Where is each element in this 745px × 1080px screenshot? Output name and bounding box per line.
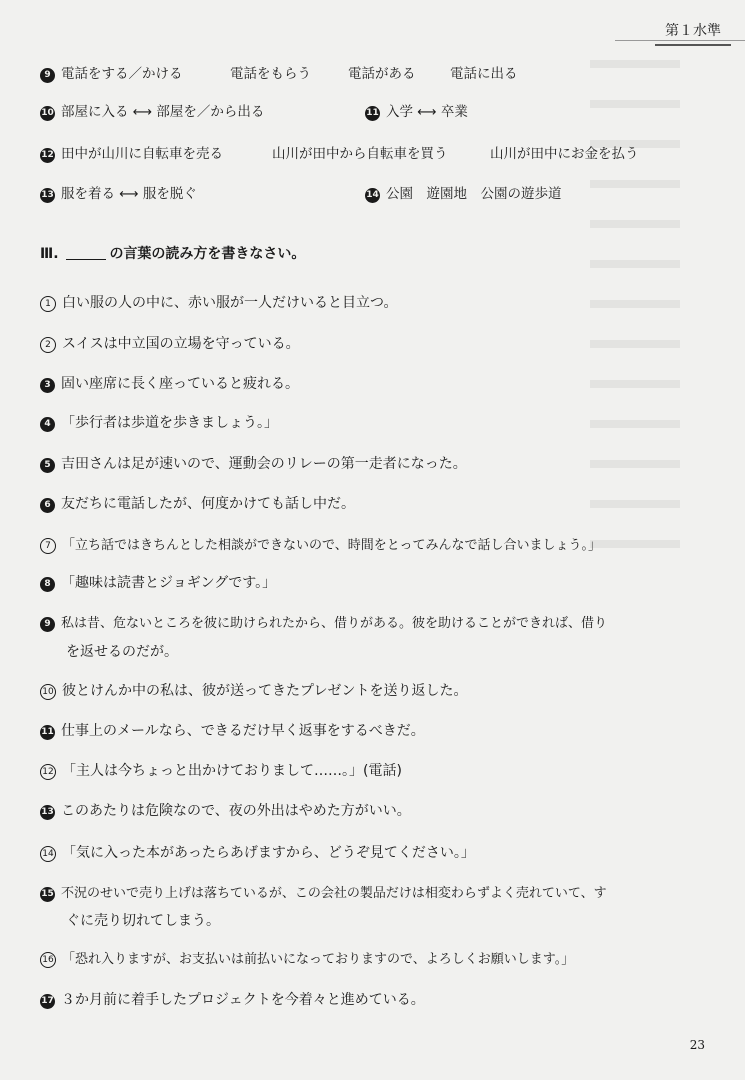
number-badge: 1	[40, 296, 56, 312]
question-text: 「趣味は読書とジョギングです。」	[61, 575, 277, 591]
vocab-item	[40, 100, 264, 121]
vocab-item	[348, 62, 416, 82]
number-badge: 10	[40, 684, 56, 700]
vocab-text: 服を着る ⟷ 服を脱ぐ	[61, 186, 197, 202]
question-text: 吉田さんは足が速いので、運動会のリレーの第一走者になった。	[61, 456, 467, 472]
vocab-item	[40, 182, 197, 203]
question-item	[40, 373, 299, 393]
vocab-item	[450, 62, 518, 82]
vocab-text: 電話がある	[348, 66, 416, 82]
question-text: 固い座席に長く座っていると疲れる。	[61, 376, 299, 392]
question-item	[40, 572, 276, 592]
number-badge: 10	[40, 106, 55, 121]
vocab-text: 田中が山川に自転車を売る	[61, 146, 223, 162]
question-text: 「気に入った本があったらあげますから、どうぞ見てください。」	[62, 845, 475, 861]
header-rule	[615, 40, 745, 41]
number-badge: 9	[40, 68, 55, 83]
question-item	[40, 989, 425, 1009]
vocab-item	[40, 142, 223, 163]
question-item	[40, 882, 607, 902]
question-item	[40, 800, 411, 820]
question-item	[40, 333, 300, 353]
question-item	[40, 292, 397, 312]
vocab-item	[490, 142, 639, 162]
question-text: 「主人は今ちょっと出かけておりまして……。」(電話)	[62, 763, 402, 779]
number-badge: 17	[40, 994, 55, 1009]
question-text: 仕事上のメールなら、できるだけ早く返事をするべきだ。	[61, 723, 425, 739]
level-tab: 第１水準	[655, 18, 731, 46]
question-text: 私は昔、危ないところを彼に助けられたから、借りがある。彼を助けることができれば、借り	[61, 616, 608, 631]
section-heading	[40, 243, 305, 263]
question-item	[40, 948, 574, 968]
number-badge: 2	[40, 337, 56, 353]
section-number: Ⅲ.	[40, 246, 59, 262]
vocab-item	[40, 62, 183, 83]
underline-blank	[66, 259, 106, 260]
number-badge: 5	[40, 458, 55, 473]
question-text: 友だちに電話したが、何度かけても話し中だ。	[61, 496, 355, 512]
number-badge: 14	[40, 846, 56, 862]
question-text: 「立ち話ではきちんとした相談ができないので、時間をとってみんなで話し合いましょう。」	[62, 538, 601, 553]
question-item	[40, 412, 278, 432]
question-continuation: を返せるのだが。	[66, 644, 178, 660]
number-badge: 11	[365, 106, 380, 121]
number-badge: 3	[40, 378, 55, 393]
question-text: 彼とけんか中の私は、彼が送ってきたプレゼントを送り返した。	[62, 683, 468, 699]
question-continuation: ぐに売り切れてしまう。	[66, 913, 220, 929]
vocab-text: 電話をする／かける	[61, 66, 183, 82]
number-badge: 13	[40, 188, 55, 203]
question-text: スイスは中立国の立場を守っている。	[62, 336, 300, 352]
question-item	[40, 760, 402, 780]
question-item	[40, 842, 475, 862]
vocab-text: 山川が田中から自転車を買う	[272, 146, 448, 162]
number-badge: 9	[40, 617, 55, 632]
vocab-text: 公園 遊園地 公園の遊歩道	[386, 186, 562, 202]
number-badge: 14	[365, 188, 380, 203]
vocab-text: 山川が田中にお金を払う	[490, 146, 639, 162]
vocab-item	[272, 142, 448, 162]
question-text: 「恐れ入りますが、お支払いは前払いになっておりますので、よろしくお願いします。」	[62, 952, 575, 967]
number-badge: 4	[40, 417, 55, 432]
question-text: 「歩行者は歩道を歩きましょう。」	[61, 415, 278, 431]
question-item	[40, 534, 601, 554]
number-badge: 16	[40, 952, 56, 968]
number-badge: 8	[40, 577, 55, 592]
question-item	[40, 720, 425, 740]
vocab-item	[230, 62, 311, 82]
question-text: 不況のせいで売り上げは落ちているが、この会社の製品だけは相変わらずよく売れていて、す	[61, 886, 607, 901]
question-item	[40, 680, 467, 700]
vocab-text: 電話に出る	[450, 66, 518, 82]
question-item	[40, 453, 467, 473]
number-badge: 13	[40, 805, 55, 820]
question-text: 白い服の人の中に、赤い服が一人だけいると目立つ。	[62, 295, 398, 311]
vocab-text: 部屋に入る ⟷ 部屋を／から出る	[61, 104, 265, 120]
number-badge: 6	[40, 498, 55, 513]
question-text: このあたりは危険なので、夜の外出はやめた方がいい。	[61, 803, 411, 819]
number-badge: 11	[40, 725, 55, 740]
question-item	[40, 612, 607, 632]
number-badge: 12	[40, 764, 56, 780]
vocab-item	[365, 100, 468, 121]
bleed-through-shadow	[590, 60, 680, 580]
question-item	[40, 493, 355, 513]
number-badge: 12	[40, 148, 55, 163]
vocab-item	[365, 182, 562, 203]
section-instruction: の言葉の読み方を書きなさい。	[109, 246, 306, 262]
question-text: ３か月前に着手したプロジェクトを今着々と進めている。	[61, 992, 425, 1008]
number-badge: 7	[40, 538, 56, 554]
page-number: 23	[689, 1038, 705, 1052]
vocab-text: 電話をもらう	[230, 66, 311, 82]
number-badge: 15	[40, 887, 55, 902]
vocab-text: 入学 ⟷ 卒業	[386, 104, 468, 120]
